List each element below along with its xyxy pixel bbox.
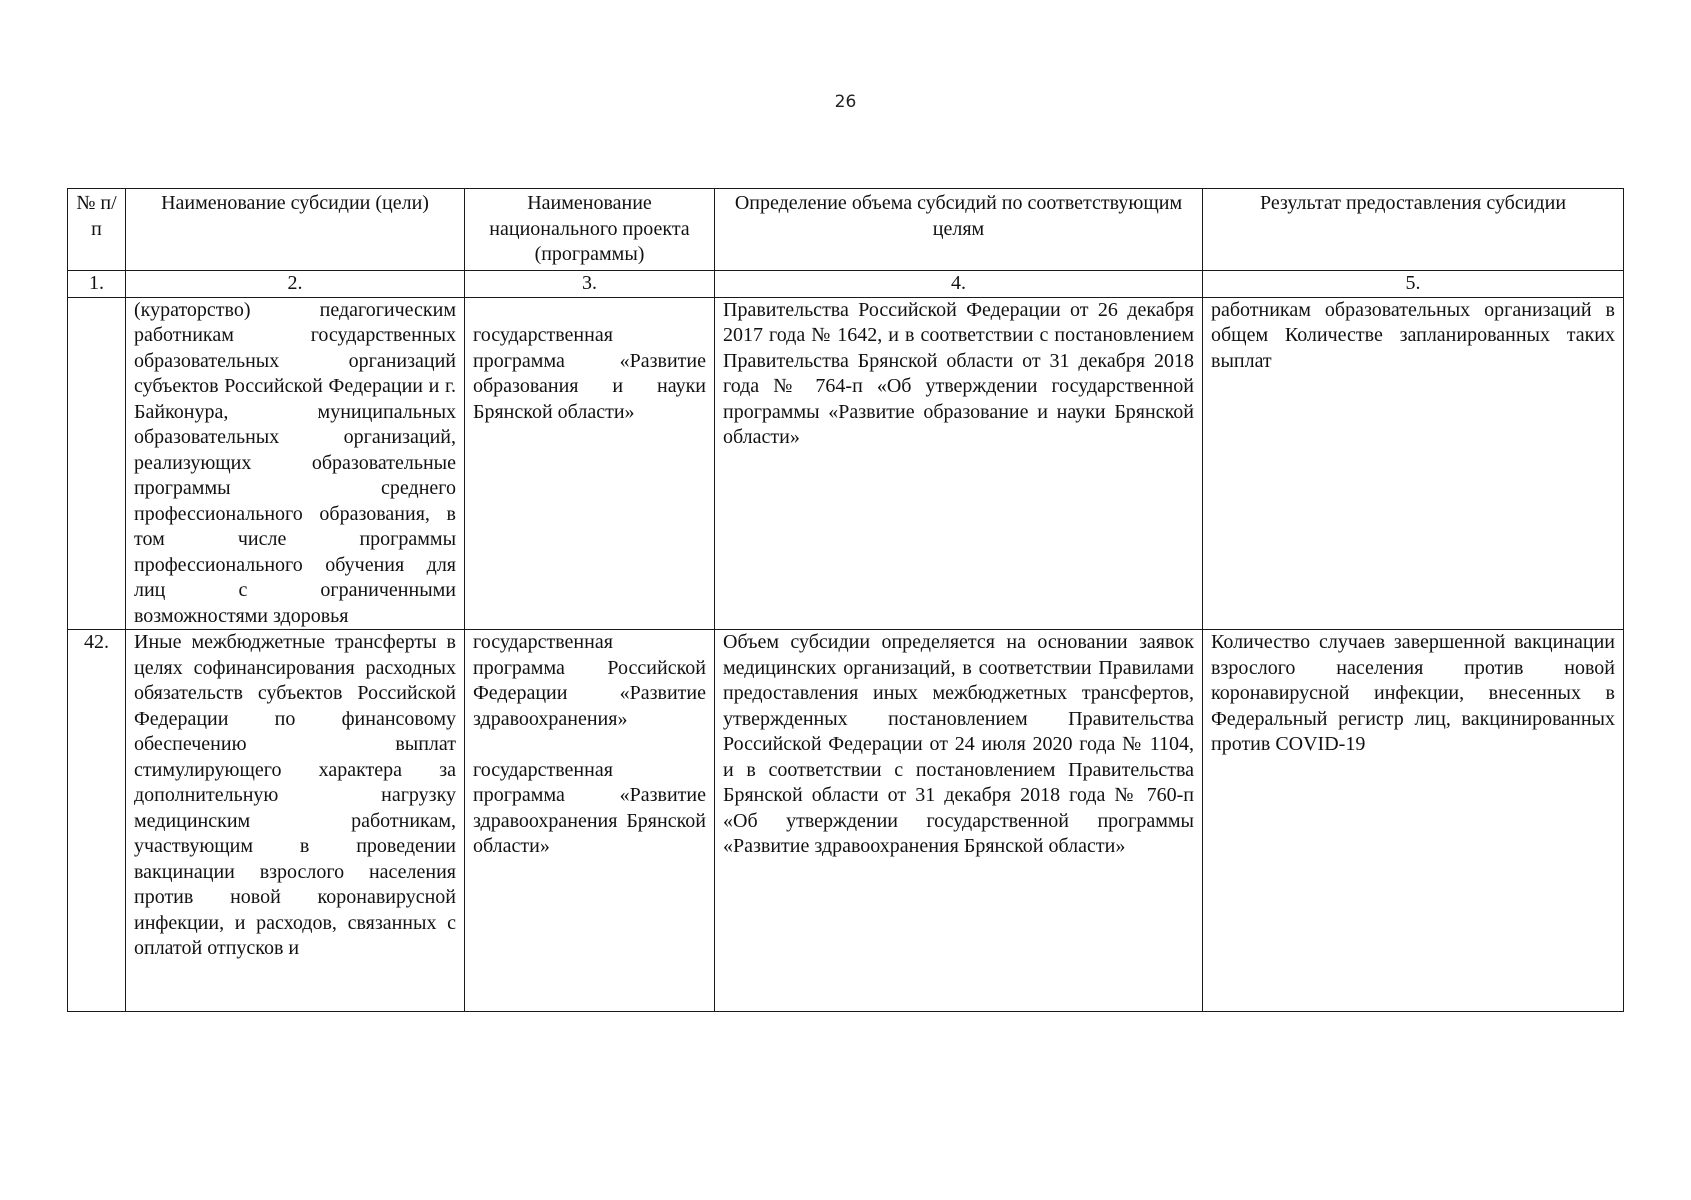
volume-definition-cell: Объем субсидии определяется на основании заявок медицинских организаций, в соответствии Правилами предоставления иных межбюджетных трансфертов, утвержденных постановлением Правительства Российской Федерации от 24 июля 2020 года № 1104, и в соответствии с постановлением Правительства Брянской области от 31 декабря 2018 года № 760-п «Об утверждении государственной программы «Развитие здравоохранения Брянской области» <box>715 630 1203 1012</box>
column-number: 2. <box>126 271 465 298</box>
row-number <box>68 297 126 630</box>
column-number: 3. <box>465 271 715 298</box>
column-number-row <box>68 271 1624 298</box>
program-cell <box>465 297 715 630</box>
subsidy-name-cell: Иные межбюджетные трансферты в целях софинансирования расходных обязательств субъектов Российской Федерации по финансовому обеспечению выплат стимулирующего характера за дополнительную нагрузку медицинским работникам, участвующим в проведении вакцинации взрослого населения против новой коронавирусной инфекции, и расходов, связанных с оплатой отпусков и <box>126 630 465 1012</box>
header-result: Результат предоставления субсидии <box>1203 189 1624 271</box>
result-cell: работникам образовательных организаций в общем Количестве запланированных таких выплат <box>1203 297 1624 630</box>
program-text-regional: государственная программа «Развитие здравоохранения Брянской области» <box>473 758 706 857</box>
program-cell <box>465 630 715 1012</box>
result-cell: Количество случаев завершенной вакцинации взрослого населения против новой коронавирусной инфекции, внесенных в Федеральный регистр лиц, вакцинированных против COVID-19 <box>1203 630 1624 1012</box>
column-number: 1. <box>68 271 126 298</box>
header-number: № п/п <box>68 189 126 271</box>
table-header-row <box>68 189 1624 271</box>
program-text: государственная программа «Развитие образования и науки Брянской области» <box>473 324 706 423</box>
header-subsidy-name: Наименование субсидии (цели) <box>126 189 465 271</box>
column-number: 4. <box>715 271 1203 298</box>
table-row <box>68 297 1624 630</box>
row-number: 42. <box>68 630 126 1012</box>
subsidy-name-cell: (кураторство) педагогическим работникам государственных образовательных организаций субъектов Российской Федерации и г. Байконура, муниципальных образовательных организаций, реализующих образовательные программы среднего профессионального образования, в том числе программы профессионального обучения для лиц с ограниченными возможностями здоровья <box>126 297 465 630</box>
program-text: государственная программа Российской Федерации «Развитие здравоохранения» <box>473 631 706 730</box>
subsidy-table <box>67 188 1624 1012</box>
table-row <box>68 630 1624 1012</box>
volume-definition-cell: Правительства Российской Федерации от 26 декабря 2017 года № 1642, и в соответствии с постановлением Правительства Брянской области от 31 декабря 2018 года № 764-п «Об утверждении государственной программы «Развитие образование и науки Брянской области» <box>715 297 1203 630</box>
header-volume-definition: Определение объема субсидий по соответствующим целям <box>715 189 1203 271</box>
header-national-project: Наименование национального проекта (программы) <box>465 189 715 271</box>
column-number: 5. <box>1203 271 1624 298</box>
page-number: 26 <box>834 92 857 112</box>
